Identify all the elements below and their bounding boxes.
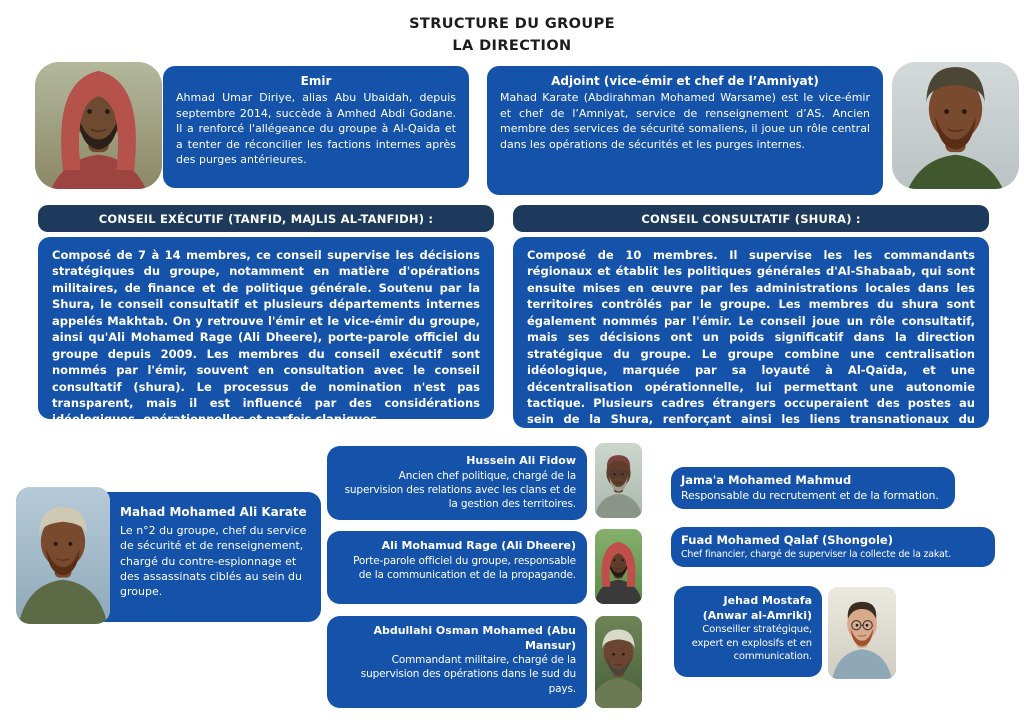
shura-council-body bbox=[513, 237, 989, 443]
qalaf-name: Fuad Mohamed Qalaf (Shongole) bbox=[681, 533, 893, 547]
karate-role: Le n°2 du groupe, chef du service de sécurité et de renseignement, chargé du contre-espionnage et des assassinats ciblés au sein du groupe. bbox=[120, 523, 307, 599]
mostafa-name: Jehad Mostafa (Anwar al-Amriki) bbox=[702, 594, 812, 622]
mahmud-name: Jama'a Mohamed Mahmud bbox=[681, 473, 852, 487]
fidow-name: Hussein Ali Fidow bbox=[466, 454, 576, 467]
mansur-photo bbox=[595, 616, 642, 708]
executive-council-header bbox=[38, 205, 494, 232]
emir-body: Ahmad Umar Diriye, alias Abu Ubaidah, depuis septembre 2014, succède à Amhed Abdi Godane. Il a renforcé l'allégeance du groupe à Al-Qaida et a tenter de réconcilier les factions internes après des purges antérieures. bbox=[176, 91, 456, 167]
adjoint-heading: Adjoint (vice-émir et chef de l’Amniyat) bbox=[551, 74, 819, 88]
page-title bbox=[0, 14, 1024, 58]
mostafa-role: Conseiller stratégique, expert en explosifs et en communication. bbox=[691, 624, 812, 663]
qalaf-role: Chef financier, chargé de superviser la collecte de la zakat. bbox=[681, 549, 952, 561]
mahmud-role: Responsable du recrutement et de la formation. bbox=[681, 489, 939, 503]
page-title-line2: LA DIRECTION bbox=[452, 37, 572, 54]
emir-heading: Emir bbox=[300, 74, 332, 88]
mahmud-card bbox=[671, 467, 955, 509]
executive-council-body bbox=[38, 237, 494, 427]
qalaf-card bbox=[671, 527, 995, 567]
emir-photo bbox=[35, 62, 162, 189]
rage-role: Porte-parole officiel du groupe, responsable de la communication et de la propagande. bbox=[353, 554, 576, 581]
rage-name: Ali Mohamud Rage (Ali Dheere) bbox=[381, 539, 576, 552]
karate-name: Mahad Mohamed Ali Karate bbox=[120, 505, 307, 519]
fidow-photo bbox=[595, 443, 642, 518]
fidow-role: Ancien chef politique, chargé de la supervision des relations avec les clans et de la gestion des territoires. bbox=[344, 469, 576, 511]
rage-card bbox=[327, 531, 587, 604]
executive-council-text: Composé de 7 à 14 membres, ce conseil supervise les décisions stratégiques du groupe, notamment en matière d'opérations militaires, de finance et de politique générale. Soutenu par la Shura, le conseil consultatif et plusieurs départements internes appelés Makhtab. On y retrouve l'émir et le vice-émir du groupe, ainsi qu'Ali Mohamed Rage (Ali Dheere), porte-parole officiel du groupe depuis 2009. Les membres du conseil exécutif sont nommés par l'émir, souvent en consultation avec le conseil consultatif (shura). Le processus de nomination n'est pas transparent, mais il est influencé par des considérations idéologiques, opérationnelles et parfois claniques bbox=[52, 248, 480, 427]
mostafa-card bbox=[674, 586, 822, 677]
mostafa-photo bbox=[828, 587, 896, 679]
fidow-card bbox=[327, 446, 587, 520]
shura-council-title: CONSEIL CONSULTATIF (SHURA) : bbox=[641, 211, 861, 226]
shura-council-header bbox=[513, 205, 989, 232]
shura-council-text: Composé de 10 membres. Il supervise les les commandants régionaux et établit les politiques générales d'Al-Shabaab, qui sont ensuite mises en œuvre par les administrations locales dans les territoires contrôlés par le groupe. Les membres du shura sont également nommés par l'émir. Le conseil joue un rôle consultatif, mais ses décisions ont un poids significatif dans la direction stratégique du groupe. Le groupe combine une centralisation idéologique, marquée par sa loyauté à Al-Qaïda, et une décentralisation opérationnelle, lui permettant une autonomie tactique. Plusieurs cadres étrangers occuperaient des postes au sein de la Shura, renforçant ainsi les liens transnationaux du groupe. bbox=[527, 248, 975, 443]
karate-photo bbox=[16, 487, 110, 624]
adjoint-photo bbox=[892, 62, 1019, 189]
executive-council-title: CONSEIL EXÉCUTIF (TANFID, MAJLIS AL-TANFIDH) : bbox=[98, 211, 434, 226]
adjoint-card bbox=[487, 66, 883, 195]
mansur-name: Abdullahi Osman Mohamed (Abu Mansur) bbox=[373, 624, 576, 652]
mansur-card bbox=[327, 616, 587, 708]
emir-card bbox=[163, 66, 469, 188]
page-title-line1: STRUCTURE DU GROUPE bbox=[409, 16, 615, 32]
adjoint-body: Mahad Karate (Abdirahman Mohamed Warsame) est le vice-émir et chef de l’Amniyat, service de renseignement d’AS. Ancien membre des services de sécurité somaliens, il joue un rôle central dans les opérations de sécurités et les purges internes. bbox=[500, 91, 870, 151]
rage-photo bbox=[595, 529, 642, 604]
mansur-role: Commandant militaire, chargé de la supervision des opérations dans le sud du pays. bbox=[360, 654, 576, 695]
